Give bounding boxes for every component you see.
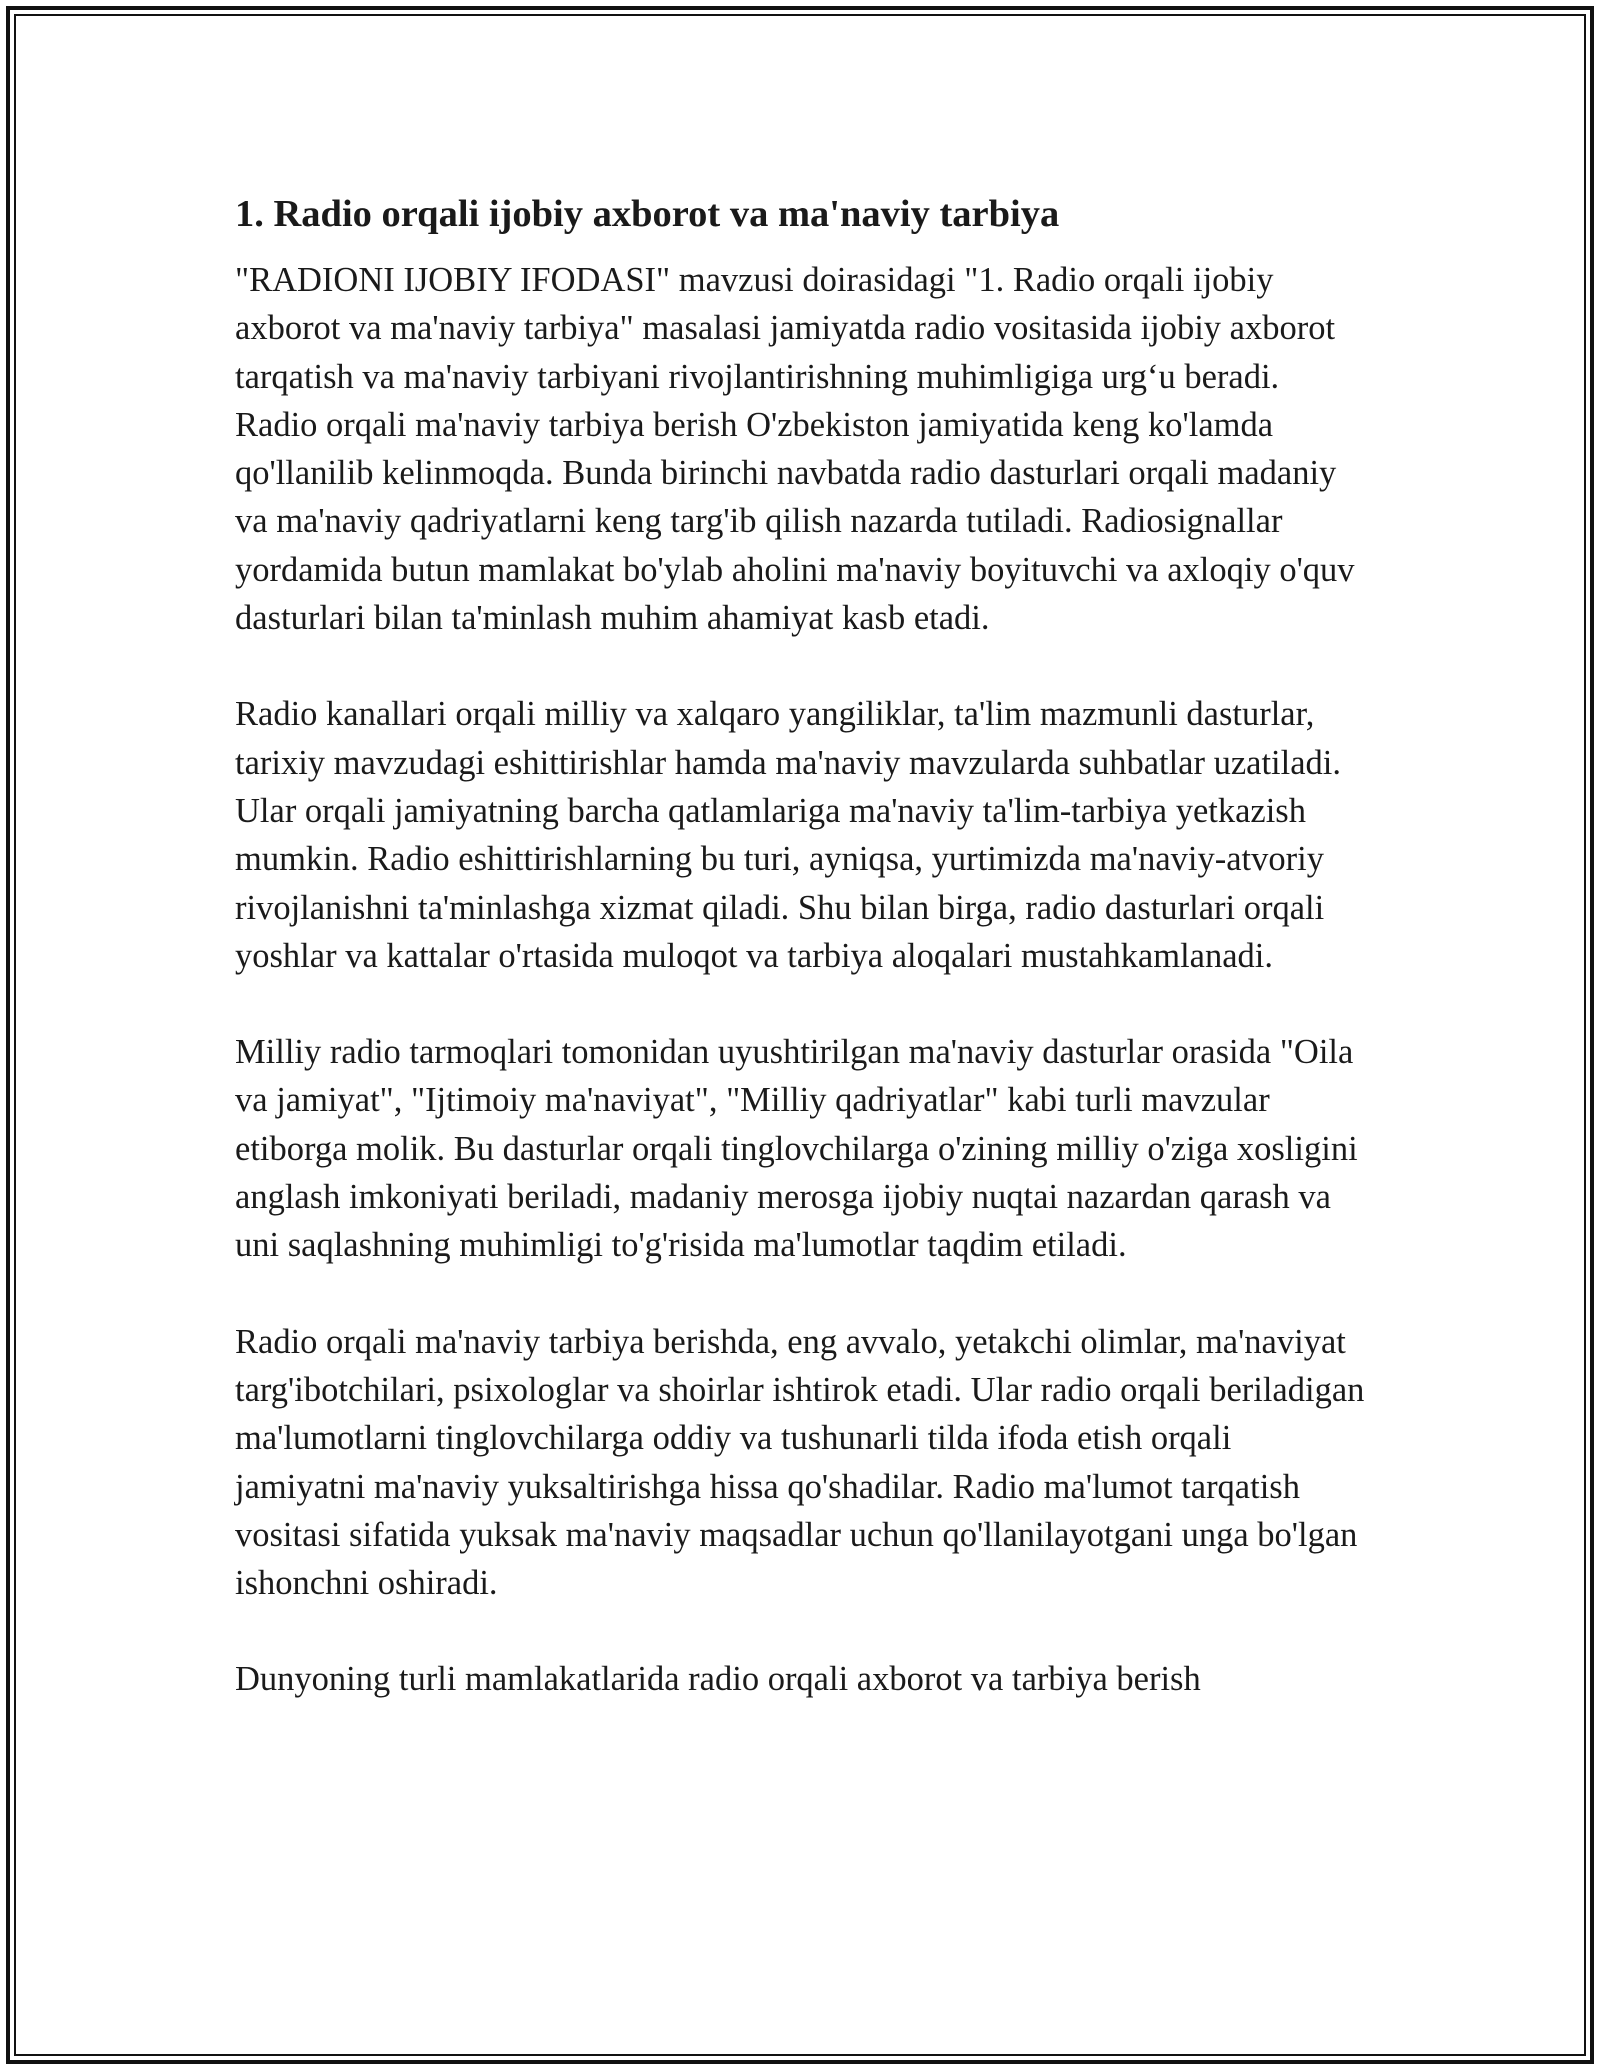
paragraph-participants: Radio orqali ma'naviy tarbiya berishda, eng avvalo, yetakchi olimlar, ma'naviyat targ'ibotchilari, psixologlar va shoirlar ishtirok etadi. Ular radio orqali beriladigan ma'lumotlarni tinglovchilarga oddiy va tushunarli tilda ifoda etish orqali jamiyatni ma'naviy yuksaltirishga hissa qo'shadilar. Radio ma'lumot tarqatish vositasi sifatida yuksak ma'naviy maqsadlar uchun qo'llanilayotgani unga bo'lgan ishonchni oshiradi. xyxy=(235,1322,1365,1603)
paragraph-national-programs: Milliy radio tarmoqlari tomonidan uyushtirilgan ma'naviy dasturlar orasida "Oila va jamiyat", "Ijtimoiy ma'naviyat", "Milliy qadriyatlar" kabi turli mavzular etiborga molik. Bu dasturlar orqali tinglovchilarga o'zining milliy o'ziga xosligini anglash imkoniyati beriladi, madaniy merosga ijobiy nuqtai nazardan qarash va uni saqlashning muhimligi to'g'risida ma'lumotlar taqdim etiladi. xyxy=(235,1033,1358,1265)
paragraph-radio-channels: Radio kanallari orqali milliy va xalqaro yangiliklar, ta'lim mazmunli dasturlar, tarixiy mavzudagi eshittirishlar hamda ma'naviy mavzularda suhbatlar uzatiladi. Ular orqali jamiyatning barcha qatlamlariga ma'naviy ta'lim-tarbiya yetkazish mumkin. Radio eshittirishlarning bu turi, ayniqsa, yurtimizda ma'naviy-atvoriy rivojlanishni ta'minlashga xizmat qiladi. Shu bilan birga, radio dasturlari orqali yoshlar va kattalar o'rtasida muloqot va tarbiya aloqalari mustahkamlanadi. xyxy=(235,695,1342,975)
section-heading: 1. Radio orqali ijobiy axborot va ma'naviy tarbiya xyxy=(235,193,1060,235)
paragraph-world-countries: Dunyoning turli mamlakatlarida radio orqali axborot va tarbiya berish xyxy=(235,1660,1201,1699)
document-body xyxy=(235,186,1370,1752)
paragraph-intro: "RADIONI IJOBIY IFODASI" mavzusi doirasidagi "1. Radio orqali ijobiy axborot va ma'naviy tarbiya" masalasi jamiyatda radio vositasida ijobiy axborot tarqatish va ma'naviy tarbiyani rivojlantirishning muhimligiga urg‘u beradi. Radio orqali ma'naviy tarbiya berish O'zbekiston jamiyatida keng ko'lamda qo'llanilib kelinmoqda. Bunda birinchi navbatda radio dasturlari orqali madaniy va ma'naviy qadriyatlarni keng targ'ib qilish nazarda tutiladi. Radiosignallar yordamida butun mamlakat bo'ylab aholini ma'naviy boyituvchi va axloqiy o'quv dasturlari bilan ta'minlash muhim ahamiyat kasb etadi. xyxy=(235,261,1355,638)
